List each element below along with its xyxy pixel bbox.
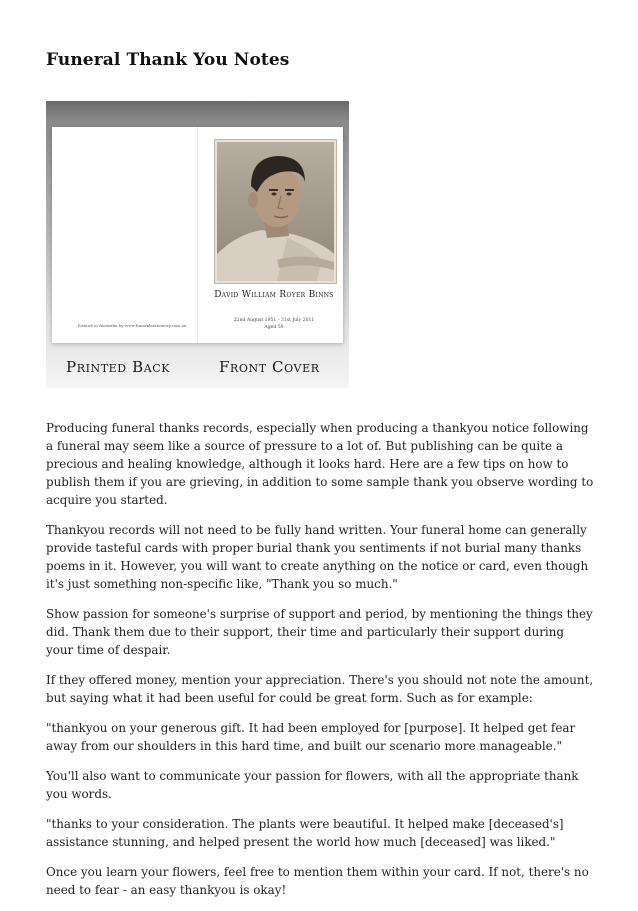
front-cover-caption: Front Cover: [219, 358, 320, 376]
portrait-illustration: [217, 142, 334, 281]
card-printer-credit: Printed in Australia by www.funeralstationery.com.au: [77, 323, 187, 328]
paragraph: Producing funeral thanks records, especially when producing a thankyou notice following a funeral may seem like a source of pressure to a lot of. But publishing can be quite a precious and healing knowledge, although it looks hard. Here are a few tips on how to publish them if you are grieving, in addition to some sample thank you observe wording to acquire you started.: [46, 421, 594, 507]
paragraph: You'll also want to communicate your passion for flowers, with all the appropriate thank you words.: [46, 769, 579, 801]
paragraph: Once you learn your flowers, feel free to mention them within your card. If not, there's no need to fear - an easy thankyou is okay!: [46, 865, 589, 897]
printed-back-caption: Printed Back: [66, 358, 171, 376]
card-sheet: [52, 127, 343, 343]
card-fold-line: [197, 127, 198, 343]
paragraph: Thankyou records will not need to be fully hand written. Your funeral home can generally provide tasteful cards with proper burial thank you sentiments if not burial many thanks poems in it. However, you will want to create anything on the notice or card, even though it's just something non-specific like, "Thank you so much.": [46, 523, 589, 591]
funeral-card-image: [46, 101, 349, 388]
paragraph: "thankyou on your generous gift. It had been employed for [purpose]. It helped get fear away from our shoulders in this hard time, and built our scenario more manageable.": [46, 721, 576, 753]
life-dates: [204, 317, 344, 331]
paragraph: Show passion for someone's surprise of support and period, by mentioning the things they did. Thank them due to their support, their time and particularly their support during your time of despair.: [46, 607, 593, 657]
age-text: Aged 59: [264, 325, 284, 330]
life-dates-range: 22nd August 1951 - 31st July 2011: [233, 318, 315, 323]
page-title: Funeral Thank You Notes: [46, 50, 290, 70]
paragraph: "thanks to your consideration. The plants were beautiful. It helped make [deceased's] assistance stunning, and helped present the world how much [deceased] was liked.": [46, 817, 564, 849]
deceased-name: David William Royer Binns: [214, 290, 334, 300]
paragraph: If they offered money, mention your appreciation. There's you should not note the amount, but saying what it had been useful for could be great form. Such as for example:: [46, 673, 594, 705]
article-body: [46, 419, 594, 911]
portrait-photo: [215, 140, 336, 283]
